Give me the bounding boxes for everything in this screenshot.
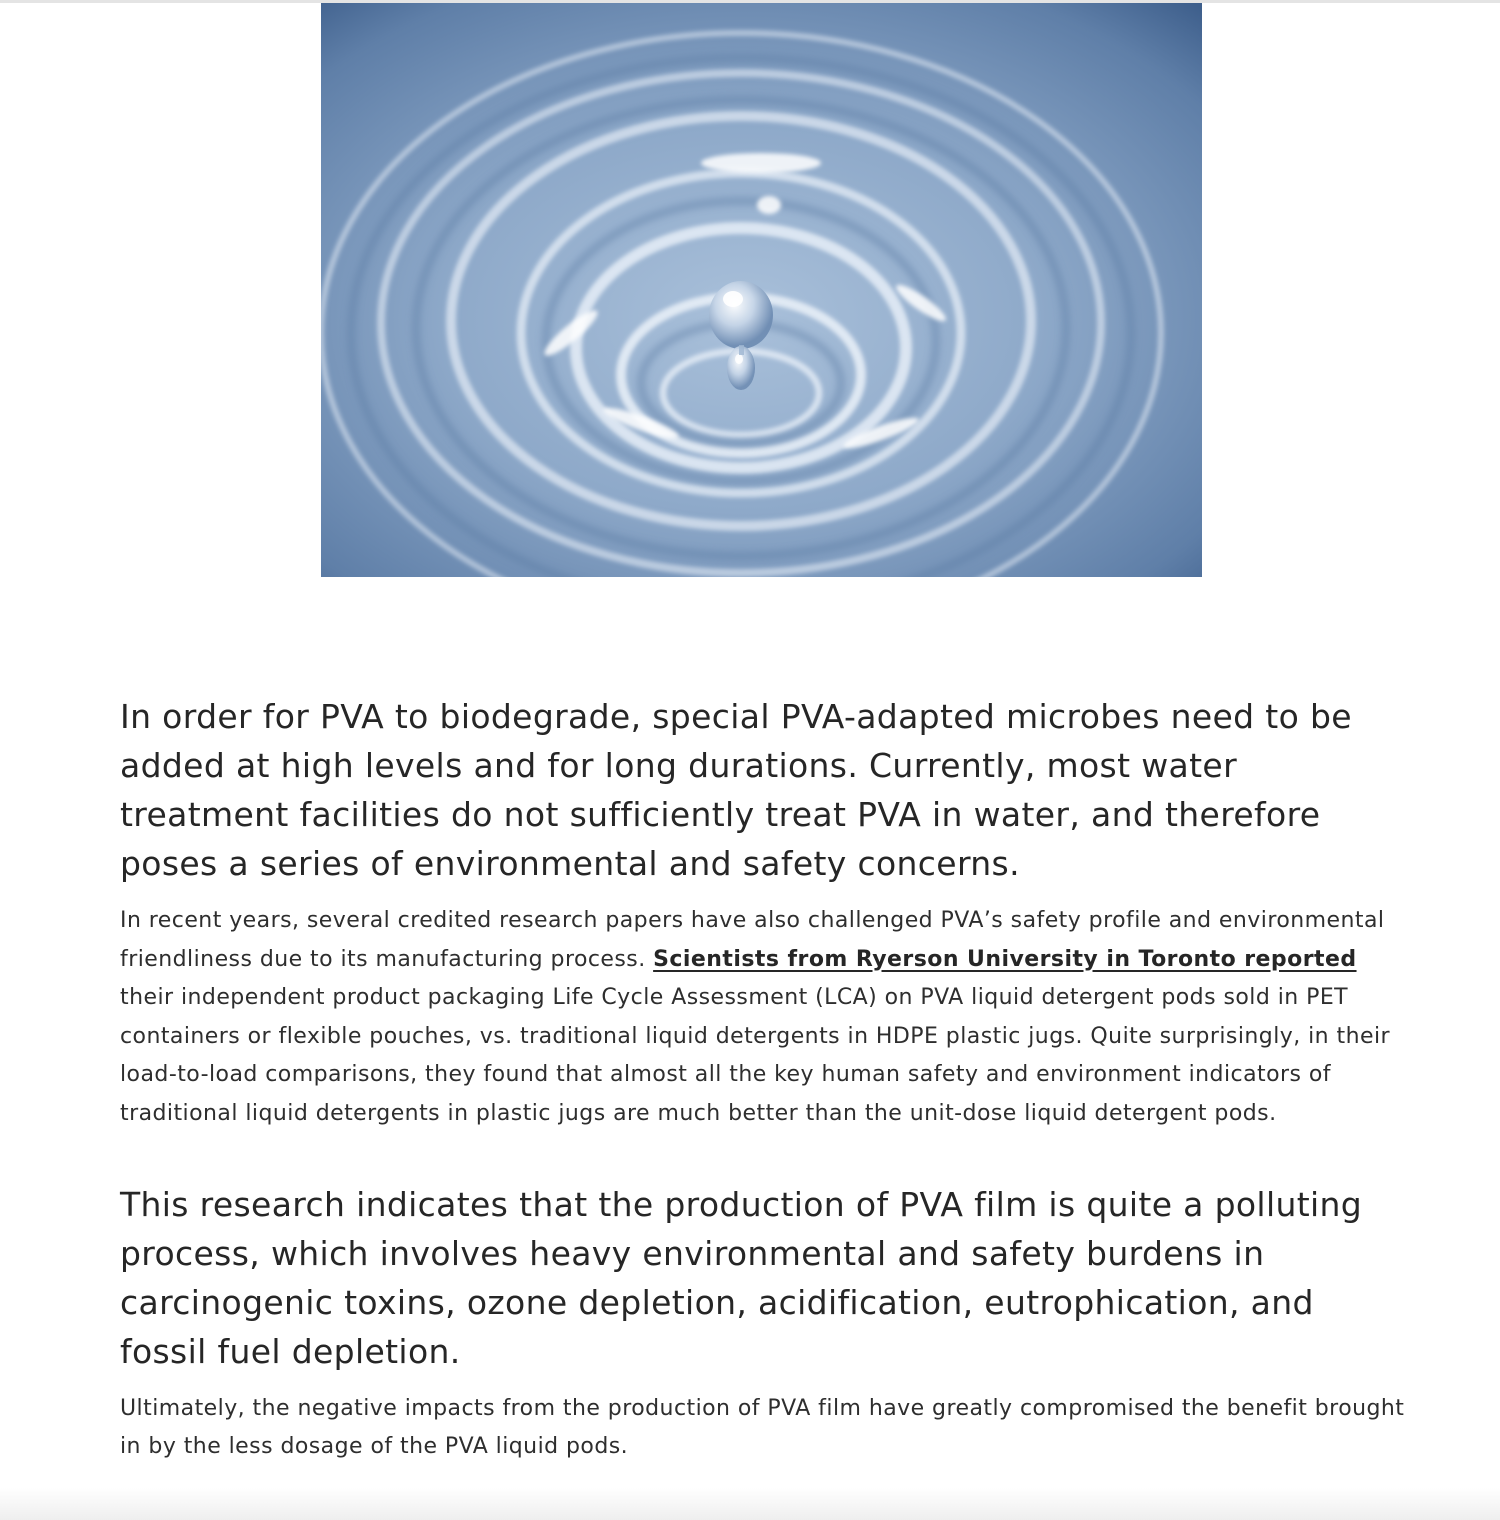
body-paragraph-1-text-end: their independent product packaging Life Cycle Assessment (LCA) on PVA liquid detergent pods sold in PET containers or flexible pouches, vs. traditional liquid detergents in HDPE plastic jugs. Quite surprisingly, in their load-to-load comparisons, they found that almost all the key human safety and environment indicators of traditional liquid detergents in plastic jugs are much better than the unit-dose liquid detergent pods. [120,985,1391,1126]
hero-image [321,3,1202,577]
bottom-fade [0,1488,1500,1520]
article-body [120,692,1410,1467]
lead-paragraph-2: This research indicates that the production of PVA film is quite a polluting process, which involves heavy environmental and safety burdens in carcinogenic toxins, ozone depletion, acidification, eutrophication, and fossil fuel depletion. [120,1184,1363,1371]
body-paragraph-1 [120,902,1410,1134]
body-paragraph-1-text-start: In recent years, several credited research papers have also challenged PVA’s safety profile and environmental friendliness due to its manufacturing process. [120,908,1385,972]
ryerson-research-link[interactable]: Scientists from Ryerson University in Toronto reported [653,946,1357,972]
body-paragraph-2: Ultimately, the negative impacts from the production of PVA film have greatly compromised the benefit brought in by the less dosage of the PVA liquid pods. [120,1395,1405,1460]
lead-paragraph-1: In order for PVA to biodegrade, special PVA-adapted microbes need to be added at high levels and for long durations. Currently, most water treatment facilities do not sufficiently treat PVA in water, and therefore poses a series of environmental and safety concerns. [120,697,1352,883]
